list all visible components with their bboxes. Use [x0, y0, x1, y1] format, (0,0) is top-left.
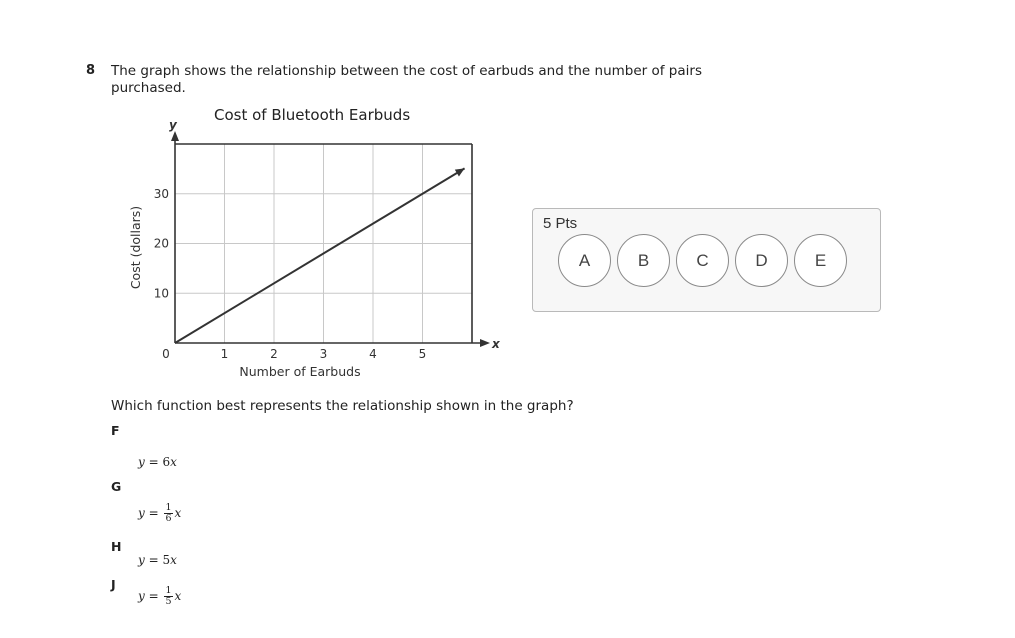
option-g-expression	[138, 503, 181, 524]
x-axis-title: Number of Earbuds	[239, 364, 361, 379]
y-tick-label-10: 10	[153, 286, 169, 301]
choice-e-button[interactable]: E	[794, 234, 847, 287]
option-g-var: x	[174, 506, 182, 520]
y-tick-label-20: 20	[153, 236, 169, 251]
x-tick-label-5: 5	[418, 347, 427, 361]
option-f-coef: 6	[162, 455, 171, 469]
origin-label: 0	[162, 347, 170, 361]
question-number: 8	[86, 63, 96, 78]
x-axis-arrow	[480, 339, 490, 347]
x-tick-label-2: 2	[270, 347, 278, 361]
series-line-0	[175, 168, 465, 343]
y-tick-label-30: 30	[153, 186, 169, 201]
option-f-lhs: y =	[138, 455, 163, 469]
option-h-coef: 5	[162, 553, 171, 567]
y-axis-letter: y	[169, 120, 177, 132]
option-g-denominator: 6	[165, 513, 172, 524]
x-axis-letter: x	[492, 337, 500, 351]
option-h-letter: H	[111, 539, 122, 554]
cost-chart	[120, 120, 500, 390]
option-j-expression	[138, 586, 181, 607]
choice-b-button[interactable]: B	[617, 234, 670, 287]
choice-c-button[interactable]: C	[676, 234, 729, 287]
question-text: The graph shows the relationship between the cost of earbuds and the number of pairs purchased.	[111, 63, 702, 96]
x-tick-label-1: 1	[220, 347, 229, 361]
choice-d-button[interactable]: D	[735, 234, 788, 287]
question-prompt: Which function best represents the relationship shown in the graph?	[111, 398, 574, 414]
choice-a-button[interactable]: A	[558, 234, 611, 287]
option-h-expression	[138, 553, 177, 567]
y-axis-arrow	[171, 131, 179, 141]
option-f-expression	[138, 455, 177, 469]
x-tick-label-4: 4	[369, 347, 377, 361]
option-j-numerator: 1	[165, 585, 172, 596]
points-label: 5 Pts	[543, 215, 578, 232]
x-tick-label-3: 3	[319, 347, 328, 361]
option-f-letter: F	[111, 423, 120, 438]
option-g-numerator: 1	[165, 502, 172, 513]
answer-choices	[558, 234, 853, 287]
option-g-letter: G	[111, 479, 122, 494]
answer-panel	[532, 208, 881, 312]
option-j-lhs: y =	[138, 589, 163, 603]
option-g-fraction	[164, 503, 172, 524]
option-j-letter: J	[111, 577, 116, 592]
option-h-lhs: y =	[138, 553, 163, 567]
option-f-var: x	[170, 455, 177, 469]
option-j-fraction	[164, 586, 172, 607]
option-g-lhs: y =	[138, 506, 163, 520]
option-h-var: x	[170, 553, 177, 567]
option-j-denominator: 5	[165, 596, 172, 607]
chart-title: Cost of Bluetooth Earbuds	[214, 106, 411, 124]
y-axis-title: Cost (dollars)	[128, 205, 143, 290]
option-j-var: x	[174, 589, 182, 603]
